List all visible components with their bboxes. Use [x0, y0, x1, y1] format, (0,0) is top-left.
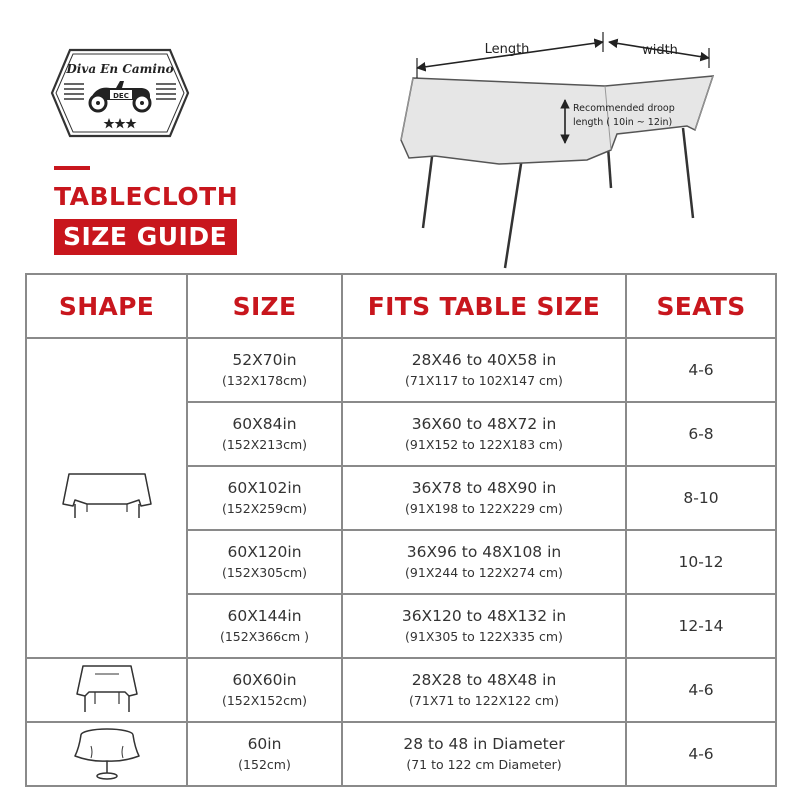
table-row — [26, 722, 776, 786]
size-cell — [187, 402, 342, 466]
fits-inches: 28X46 to 40X58 in — [411, 351, 557, 369]
seats-cell: 8-10 — [626, 466, 776, 530]
fits-inches: 28 to 48 in Diameter — [403, 735, 565, 753]
logo-badge: DEC — [113, 92, 129, 100]
fits-inches: 36X120 to 48X132 in — [401, 607, 567, 625]
rectangle-table-icon — [57, 470, 157, 526]
size-cm: (132X178cm) — [221, 373, 308, 388]
size-inches: 60X120in — [227, 543, 302, 561]
size-inches: 60in — [247, 735, 282, 753]
size-cell — [187, 466, 342, 530]
size-cm: (152X213cm) — [221, 437, 308, 452]
header-seats: SEATS — [626, 274, 776, 338]
fits-inches: 36X78 to 48X90 in — [411, 479, 557, 497]
fits-cm: (91X244 to 122X274 cm) — [405, 565, 563, 580]
seats-cell: 4-6 — [626, 658, 776, 722]
brand-logo — [50, 48, 190, 138]
header-size: SIZE — [187, 274, 342, 338]
size-cell — [187, 530, 342, 594]
shape-cell-round — [26, 722, 187, 786]
size-cell — [187, 722, 342, 786]
fits-cm: (71X117 to 102X147 cm) — [405, 373, 563, 388]
tablecloth-dimension-diagram — [395, 28, 725, 273]
header-shape: SHAPE — [26, 274, 187, 338]
table-row — [26, 338, 776, 402]
droop-label-line1: Recommended droop — [573, 103, 675, 114]
round-table-icon — [67, 726, 147, 782]
fits-cell — [342, 658, 626, 722]
droop-label-line2: length ( 10in ~ 12in) — [573, 117, 673, 128]
logo-text: Diva En Camino — [66, 62, 174, 76]
fits-cm: (71X71 to 122X122 cm) — [409, 693, 559, 708]
length-label: Length — [484, 42, 530, 57]
fits-cm: (91X152 to 122X183 cm) — [405, 437, 563, 452]
size-cm: (152cm) — [238, 757, 291, 772]
header-fits-table-size: FITS TABLE SIZE — [342, 274, 626, 338]
fits-cell — [342, 466, 626, 530]
size-inches: 52X70in — [232, 351, 297, 369]
size-guide-table — [25, 273, 777, 787]
fits-cell — [342, 594, 626, 658]
table-header-row — [26, 274, 776, 338]
size-cm: (152X305cm) — [221, 565, 308, 580]
fits-cell — [342, 402, 626, 466]
fits-inches: 36X96 to 48X108 in — [406, 543, 562, 561]
fits-inches: 28X28 to 48X48 in — [411, 671, 557, 689]
size-cell — [187, 338, 342, 402]
fits-cell — [342, 722, 626, 786]
seats-cell: 10-12 — [626, 530, 776, 594]
fits-cell — [342, 338, 626, 402]
page-title: TABLECLOTH — [54, 182, 239, 211]
size-inches: 60X60in — [232, 671, 297, 689]
size-inches: 60X102in — [227, 479, 302, 497]
fits-inches: 36X60 to 48X72 in — [411, 415, 557, 433]
seats-cell: 12-14 — [626, 594, 776, 658]
page-subtitle: SIZE GUIDE — [54, 219, 237, 255]
width-label: width — [642, 43, 678, 58]
size-cm: (152X152cm) — [221, 693, 308, 708]
square-table-icon — [67, 662, 147, 718]
shape-cell-square — [26, 658, 187, 722]
seats-cell: 4-6 — [626, 338, 776, 402]
size-inches: 60X144in — [227, 607, 302, 625]
fits-cm: (71 to 122 cm Diameter) — [406, 757, 562, 772]
size-cell — [187, 594, 342, 658]
seats-cell: 4-6 — [626, 722, 776, 786]
size-cm: (152X366cm ) — [219, 629, 310, 644]
table-row — [26, 658, 776, 722]
size-inches: 60X84in — [232, 415, 297, 433]
fits-cm: (91X305 to 122X335 cm) — [405, 629, 563, 644]
seats-cell: 6-8 — [626, 402, 776, 466]
size-cm: (152X259cm) — [221, 501, 308, 516]
fits-cm: (91X198 to 122X229 cm) — [405, 501, 563, 516]
fits-cell — [342, 530, 626, 594]
size-cell — [187, 658, 342, 722]
accent-line — [54, 166, 90, 170]
shape-cell-rectangle — [26, 338, 187, 658]
